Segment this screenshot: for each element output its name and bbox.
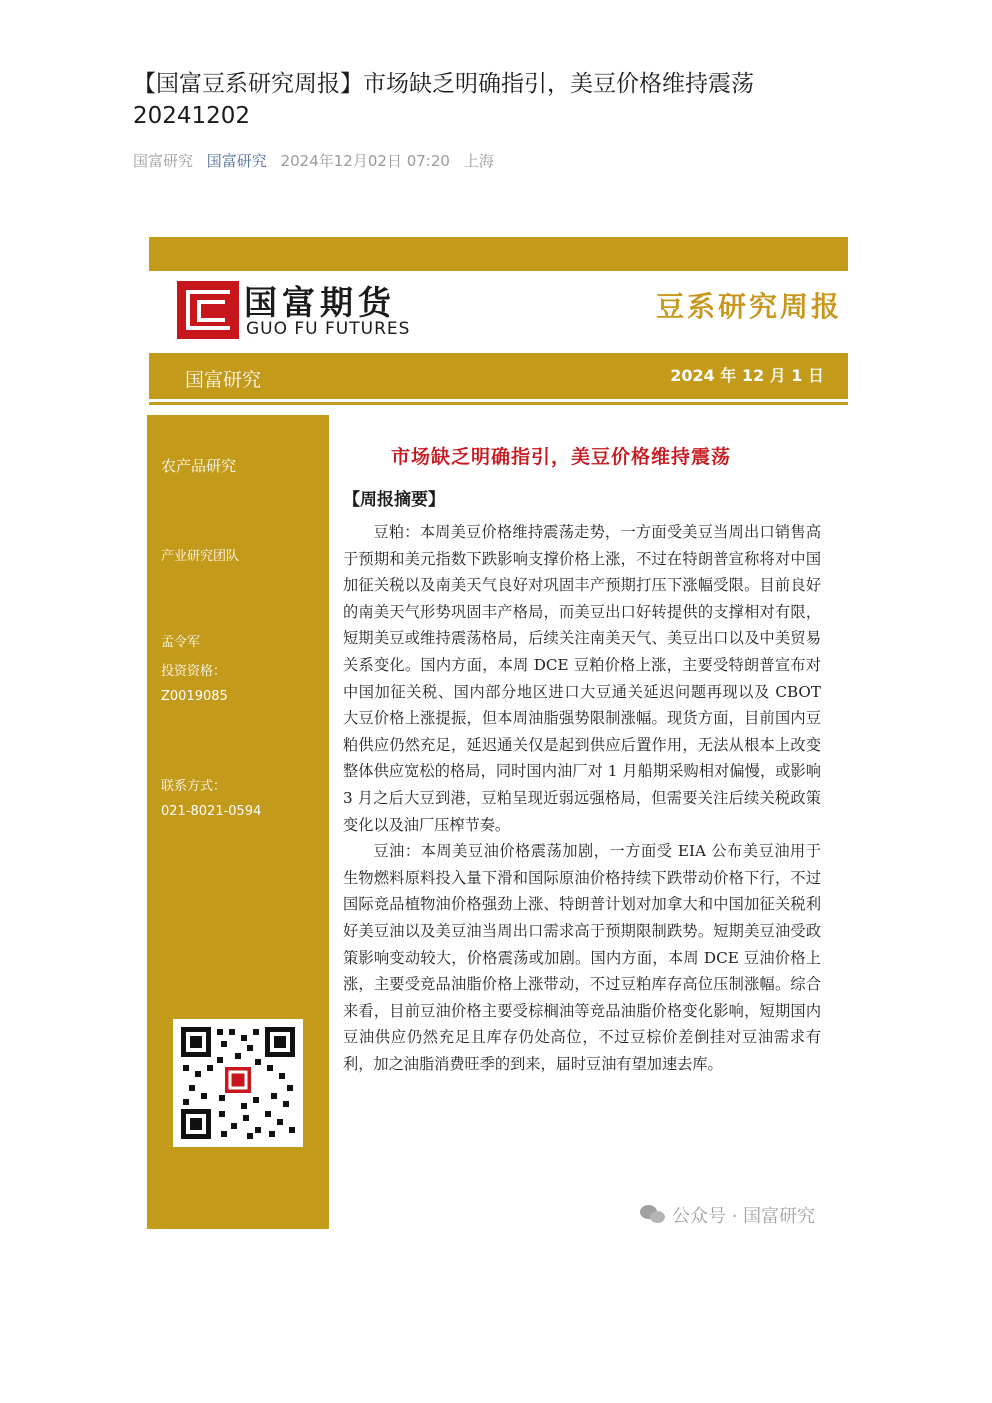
report-body [343, 519, 821, 1077]
report-top-bar [149, 237, 848, 271]
logo-chinese-name: 国富期货 [244, 283, 396, 322]
meta-account-link[interactable]: 国富研究 [206, 152, 267, 170]
sidebar-analyst: 孟令军 [161, 635, 201, 650]
sidebar-license-label: 投资资格： [161, 664, 227, 679]
qr-code-icon [173, 1019, 303, 1147]
report-type-title: 豆系研究周报 [655, 290, 842, 323]
section-heading: 【周报摘要】 [343, 490, 445, 510]
wechat-icon [640, 1205, 666, 1225]
watermark-text: 公众号 · 国富研究 [672, 1206, 816, 1227]
report-image [147, 237, 848, 1229]
band-divider [149, 402, 848, 405]
report-date: 2024 年 12 月 1 日 [670, 366, 824, 385]
meta-datetime: 2024年12月02日 07:20 [280, 152, 450, 170]
paragraph-soymeal: 豆粕：本周美豆价格维持震荡走势，一方面受美豆当周出口销售高于预期和美元指数下跌影响支撑价格上涨，不过在特朗普宣称将对中国加征关税以及南美天气良好对巩固丰产预期打压下涨幅受限。目前良好的南美天气形势巩固丰产格局，而美豆出口好转提供的支撑相对有限，短期美豆或维持震荡格局，后续关注南美天气、美豆出口以及中美贸易关系变化。国内方面，本周 DCE 豆粕价格上涨，主要受特朗普宣布对中国加征关税、国内部分地区进口大豆通关延迟问题再现以及 CBOT 大豆价格上涨提振，但本周油脂强势限制涨幅。现货方面，目前国内豆粕供应仍然充足，延迟通关仅是起到供应后置作用，无法从根本上改变整体供应宽松的格局，同时国内油厂对 1 月船期采购相对偏慢，或影响 3 月之后大豆到港，豆粕呈现近弱远强格局，但需要关注后续关税政策变化以及油厂压榨节奏。 [343, 523, 821, 834]
wechat-watermark [640, 1202, 815, 1228]
paragraph-soyoil: 豆油：本周美豆油价格震荡加剧，一方面受 EIA 公布美豆油用于生物燃料原料投入量下滑和国际原油价格持续下跌带动价格下行，不过国际竞品植物油价格强劲上涨、特朗普计划对加拿大和中国加征关税利好美豆油以及美豆油当周出口需求高于预期限制跌势。短期美豆油受政策影响变动较大，价格震荡或加剧。国内方面，本周 DCE 豆油价格上涨，主要受竞品油脂价格上涨带动，不过豆粕库存高位压制涨幅。综合来看，目前豆油价格主要受棕榈油等竞品油脂价格变化影响，短期国内豆油供应仍然充足且库存仍处高位，不过豆棕价差倒挂对豆油需求有利，加之油脂消费旺季的到来，届时豆油有望加速去库。 [343, 842, 821, 1073]
sidebar-category: 农产品研究 [161, 457, 237, 475]
meta-location: 上海 [463, 152, 494, 170]
article-meta [133, 150, 503, 171]
logo-english-name: GUO FU FUTURES [246, 319, 411, 339]
report-main-title: 市场缺乏明确指引，美豆价格维持震荡 [391, 446, 732, 468]
sidebar-phone: 021-8021-0594 [161, 804, 262, 819]
band-research-label: 国富研究 [185, 369, 262, 391]
sidebar-license-number: Z0019085 [161, 689, 228, 704]
report-sidebar [147, 415, 329, 1229]
guofu-logo-icon [177, 281, 239, 339]
meta-source: 国富研究 [133, 152, 194, 170]
sidebar-team: 产业研究团队 [161, 549, 240, 564]
sidebar-contact-label: 联系方式： [161, 779, 227, 794]
report-header-band [149, 353, 848, 402]
article-title: 【国富豆系研究周报】市场缺乏明确指引，美豆价格维持震荡20241202 [133, 71, 754, 129]
